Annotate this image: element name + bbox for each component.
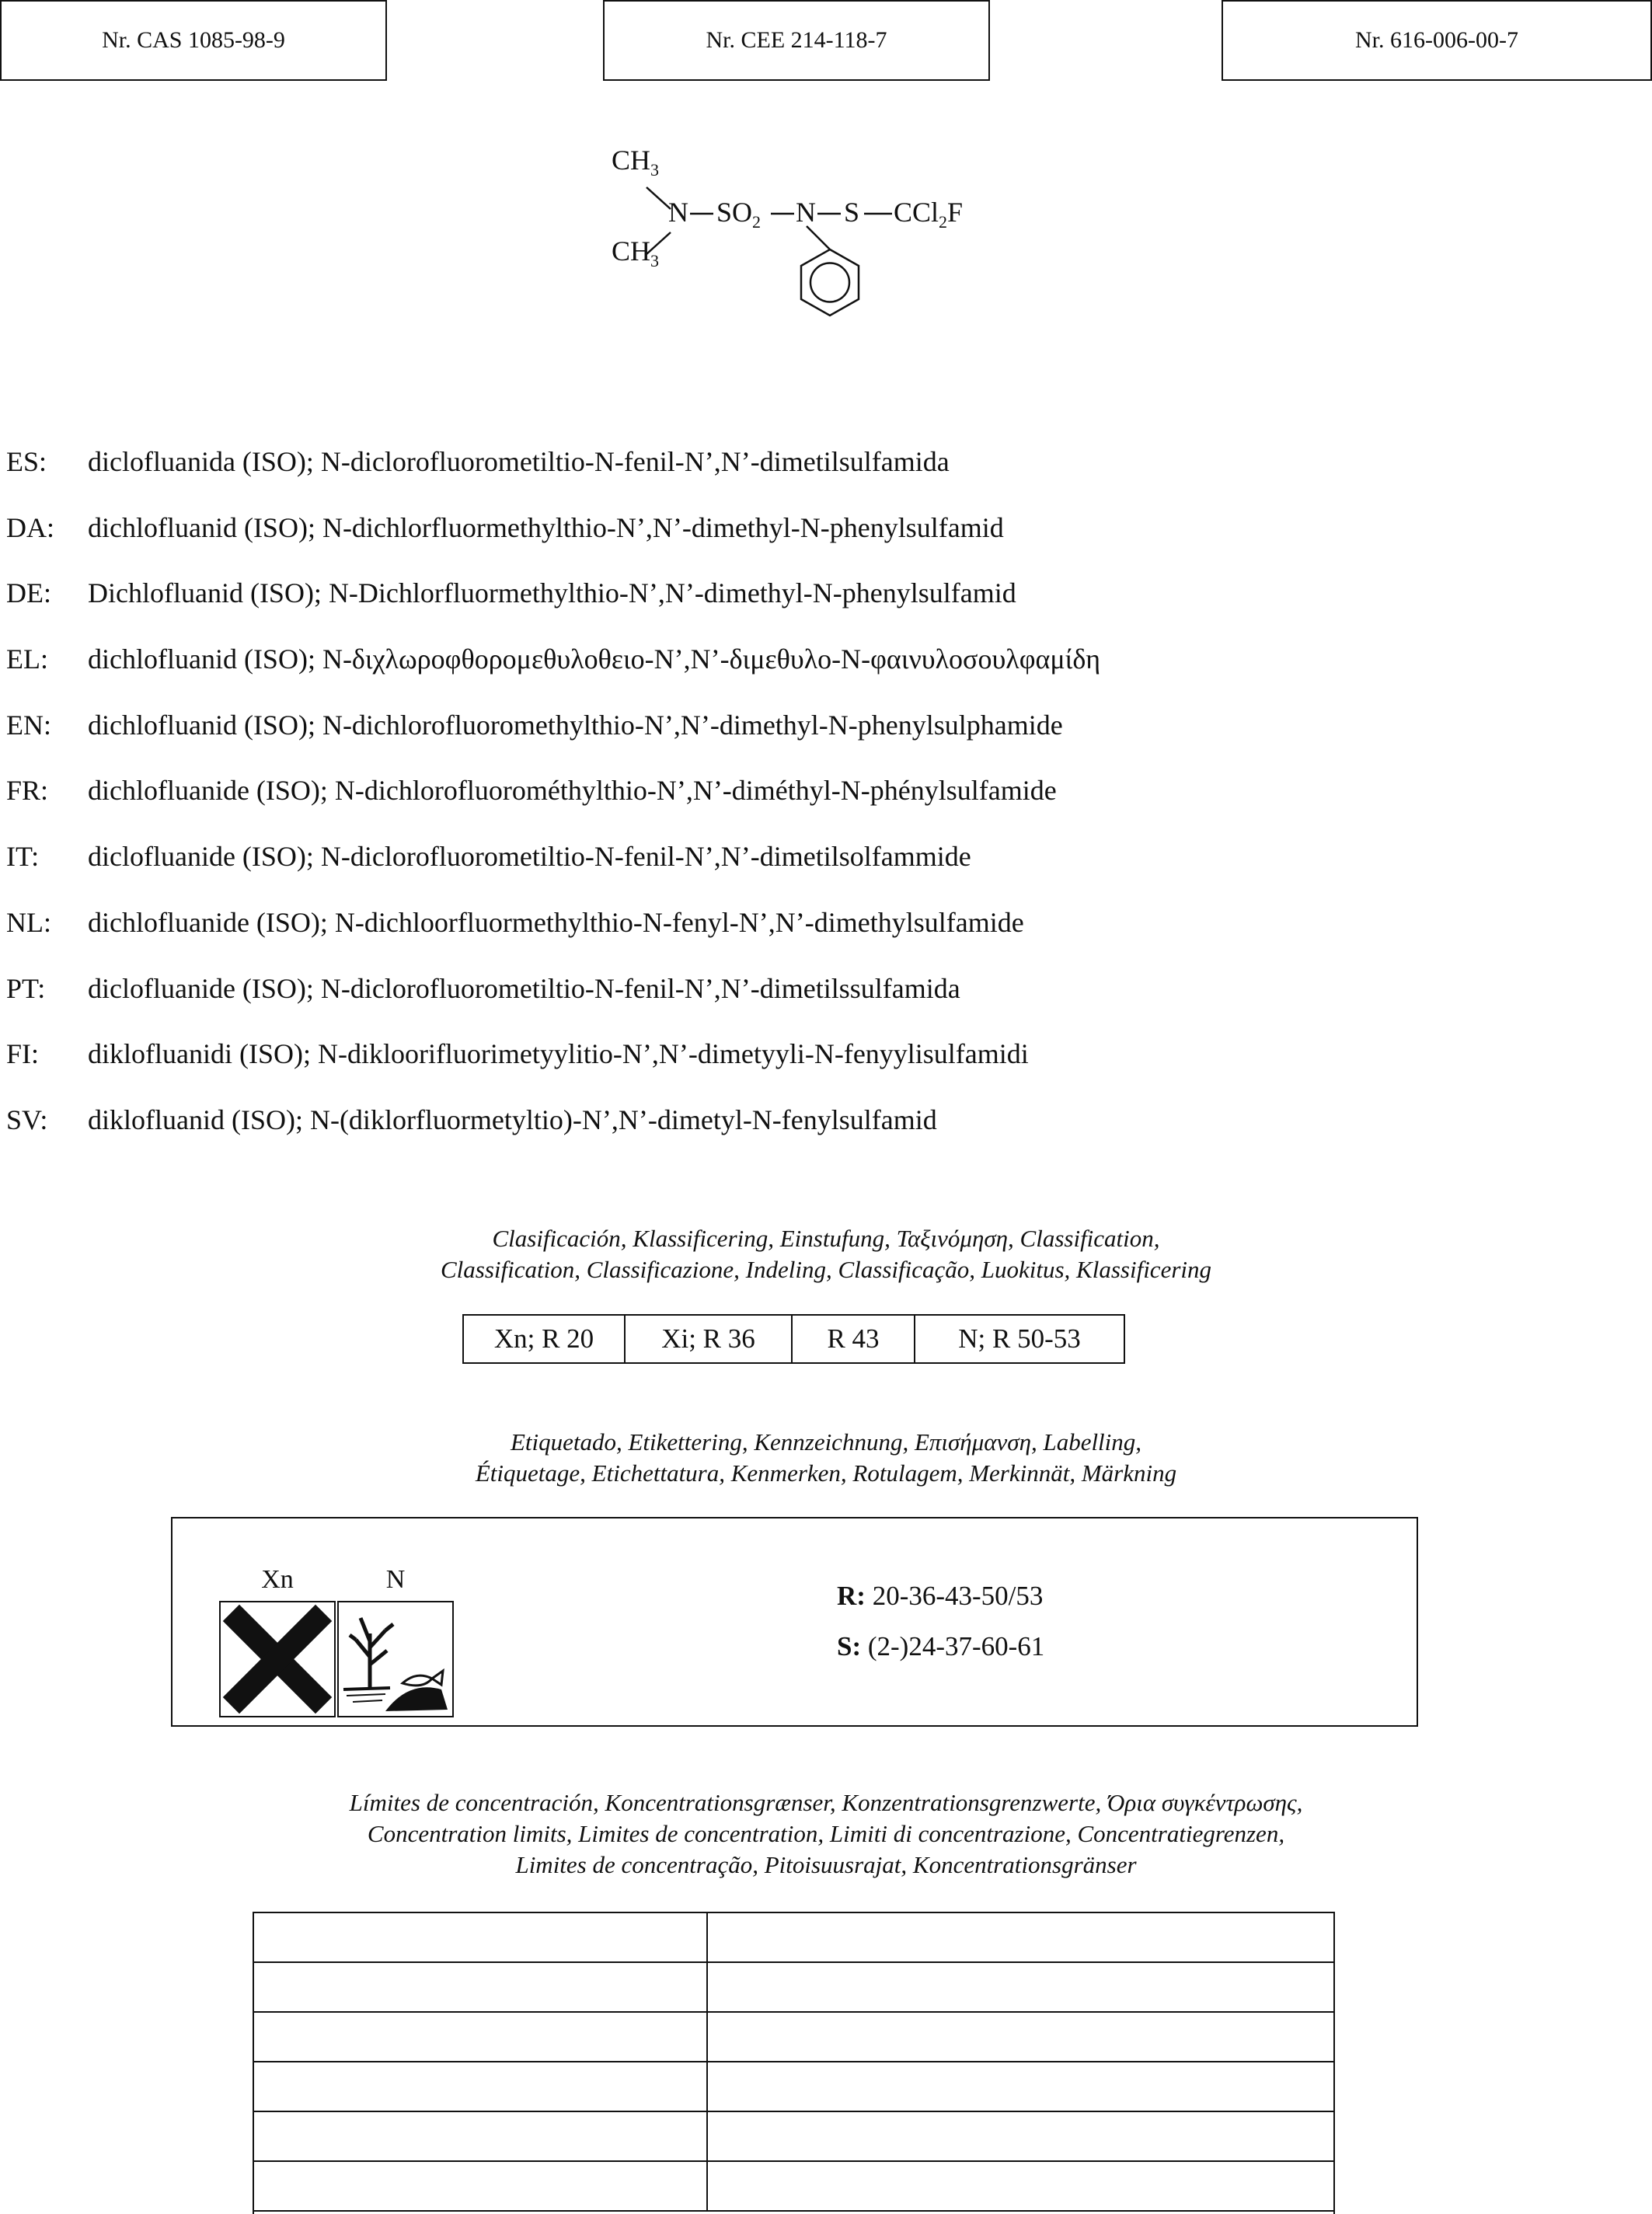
labelling-heading-line: Etiquetado, Etikettering, Kennzeichnung, Επισήμανση, Labelling, — [510, 1428, 1142, 1456]
chemical-name: diclofluanide (ISO); N-diclorofluorometiltio-N-fenil-N’,N’-dimetilssulfamida — [88, 972, 960, 1004]
harmful-cross-icon — [219, 1601, 336, 1717]
lang-code: ES: — [6, 446, 47, 477]
name-row-it — [6, 840, 1638, 906]
classification-cell: Xi; R 36 — [626, 1316, 793, 1362]
classification-table — [462, 1314, 1125, 1364]
methyl-bottom: $CH_3$ — [612, 235, 660, 270]
table-cell — [254, 2062, 708, 2111]
table-cell — [254, 1913, 708, 1961]
risk-phrases-value: 20-36-43-50/53 — [872, 1581, 1044, 1611]
lang-code: SV: — [6, 1104, 48, 1135]
sulfonyl-group: $SO_2$ — [716, 197, 762, 232]
bond-methyl-top — [647, 187, 671, 209]
table-cell — [708, 2162, 1333, 2210]
methyl-top: $CH_3$ — [612, 145, 660, 180]
chemical-name: dichlofluanid (ISO); N-dichlorfluormethylthio-N’,N’-dimethyl-N-phenylsulfamid — [88, 511, 1004, 543]
chemical-name: Dichlofluanid (ISO); N-Dichlorfluormethylthio-N’,N’-dimethyl-N-phenylsulfamid — [88, 577, 1016, 609]
table-row — [254, 1913, 1333, 1963]
labelling-box — [171, 1517, 1418, 1727]
concentration-limits-heading — [0, 1787, 1652, 1881]
labelling-heading-line: Étiquetage, Etichettatura, Kenmerken, Rotulagem, Merkinnät, Märkning — [475, 1459, 1177, 1487]
bond-n-phenyl — [807, 226, 830, 249]
safety-phrases-value: (2-)24-37-60-61 — [867, 1631, 1045, 1661]
chemical-name: diklofluanid (ISO); N-(diklorfluormetyltio)-N’,N’-dimetyl-N-fenylsulfamid — [88, 1104, 937, 1135]
name-row-pt — [6, 972, 1638, 1038]
chemical-name: dichlofluanide (ISO); N-dichlorofluorométhylthio-N’,N’-diméthyl-N-phénylsulfamide — [88, 775, 1057, 807]
name-row-de — [6, 577, 1638, 643]
chemical-name: diclofluanida (ISO); N-diclorofluorometiltio-N-fenil-N’,N’-dimetilsulfamida — [88, 446, 950, 477]
concentration-heading-line: Límites de concentración, Koncentrationsgrænser, Konzentrationsgrenzwerte, Όρια συγκέντρωσης, — [349, 1789, 1303, 1816]
table-cell — [254, 1963, 708, 2011]
name-row-fi — [6, 1037, 1638, 1104]
table-row — [254, 1963, 1333, 2013]
table-cell — [708, 1913, 1333, 1961]
classification-heading — [0, 1223, 1652, 1285]
classification-heading-line: Classification, Classificazione, Indeling, Classificação, Luokitus, Klassificering — [440, 1256, 1211, 1283]
sulfur: S — [844, 197, 860, 228]
lang-code: FR: — [6, 775, 49, 807]
lang-code: IT: — [6, 841, 40, 873]
chemical-name: dichlofluanid (ISO); N-διχλωροφθορομεθυλοθειο-N’,N’-διμεθυλο-N-φαινυλοσουλφαμίδη — [88, 643, 1101, 675]
index-number-box — [1222, 0, 1652, 81]
name-row-da — [6, 511, 1638, 577]
lang-code: EL: — [6, 643, 48, 675]
chemical-names-list — [6, 445, 1638, 1170]
table-row — [254, 2112, 1333, 2162]
index-number: Nr. 616-006-00-7 — [1355, 27, 1518, 53]
chemical-structure — [591, 144, 1026, 377]
table-cell — [708, 2112, 1333, 2160]
labelling-heading — [0, 1427, 1652, 1489]
table-cell — [254, 2112, 708, 2160]
name-row-sv — [6, 1104, 1638, 1170]
hazard-symbol-letter: N — [385, 1565, 406, 1594]
nitrogen-1: N — [668, 197, 688, 228]
concentration-heading-line: Concentration limits, Limites de concentration, Limiti di concentrazione, Concentratiegrenzen, — [367, 1820, 1285, 1847]
safety-phrases — [837, 1631, 1044, 1662]
chemical-name: dichlofluanide (ISO); N-dichloorfluormethylthio-N-fenyl-N’,N’-dimethylsulfamide — [88, 906, 1024, 938]
table-cell — [254, 2013, 708, 2061]
classification-cell: Xn; R 20 — [464, 1316, 626, 1362]
chemical-name: diklofluanidi (ISO); N-dikloorifluorimetyylitio-N’,N’-dimetyyli-N-fenyylisulfamidi — [88, 1038, 1029, 1070]
cas-number-box — [0, 0, 387, 81]
chemical-name: dichlofluanid (ISO); N-dichlorofluoromethylthio-N’,N’-dimethyl-N-phenylsulphamide — [88, 709, 1063, 741]
table-cell — [254, 2162, 708, 2210]
lang-code: DA: — [6, 511, 54, 543]
hazard-symbol-letter: Xn — [261, 1565, 294, 1594]
hazard-symbol-xn — [219, 1567, 336, 1717]
safety-phrases-label: S: — [837, 1631, 862, 1661]
risk-phrases-label: R: — [837, 1581, 866, 1611]
classification-heading-line: Clasificación, Klassificering, Einstufung, Ταξινόμηση, Classification, — [492, 1225, 1160, 1252]
lang-code: FI: — [6, 1038, 40, 1070]
risk-phrases — [837, 1581, 1043, 1612]
name-row-nl — [6, 906, 1638, 972]
cee-number: Nr. CEE 214-118-7 — [706, 27, 887, 53]
nitrogen-2: N — [796, 197, 816, 228]
classification-cell: N; R 50-53 — [958, 1323, 1081, 1354]
table-row — [254, 2062, 1333, 2112]
concentration-heading-line: Limites de concentração, Pitoisuusrajat, Koncentrationsgränser — [515, 1851, 1137, 1878]
cas-number: Nr. CAS 1085-98-9 — [102, 27, 285, 53]
classification-cell: R 43 — [793, 1316, 915, 1362]
name-row-es — [6, 445, 1638, 511]
hazard-symbol-n — [337, 1567, 454, 1717]
table-cell — [708, 1963, 1333, 2011]
name-row-en — [6, 709, 1638, 775]
chemical-name: diclofluanide (ISO); N-diclorofluorometiltio-N-fenil-N’,N’-dimetilsolfammide — [88, 841, 971, 873]
table-cell — [708, 2062, 1333, 2111]
lang-code: EN: — [6, 709, 51, 741]
benzene-ring-circle — [810, 263, 849, 302]
lang-code: NL: — [6, 906, 51, 938]
cee-number-box — [603, 0, 990, 81]
dead-tree-fish-icon — [337, 1601, 454, 1717]
table-row — [254, 2013, 1333, 2062]
name-row-el — [6, 643, 1638, 709]
table-cell — [708, 2013, 1333, 2061]
lang-code: PT: — [6, 972, 46, 1004]
table-row — [254, 2162, 1333, 2212]
lang-code: DE: — [6, 577, 51, 609]
concentration-limits-table — [253, 1912, 1335, 2214]
name-row-fr — [6, 774, 1638, 840]
dichlorofluoromethyl-group: CCl$_2$F — [894, 197, 964, 232]
